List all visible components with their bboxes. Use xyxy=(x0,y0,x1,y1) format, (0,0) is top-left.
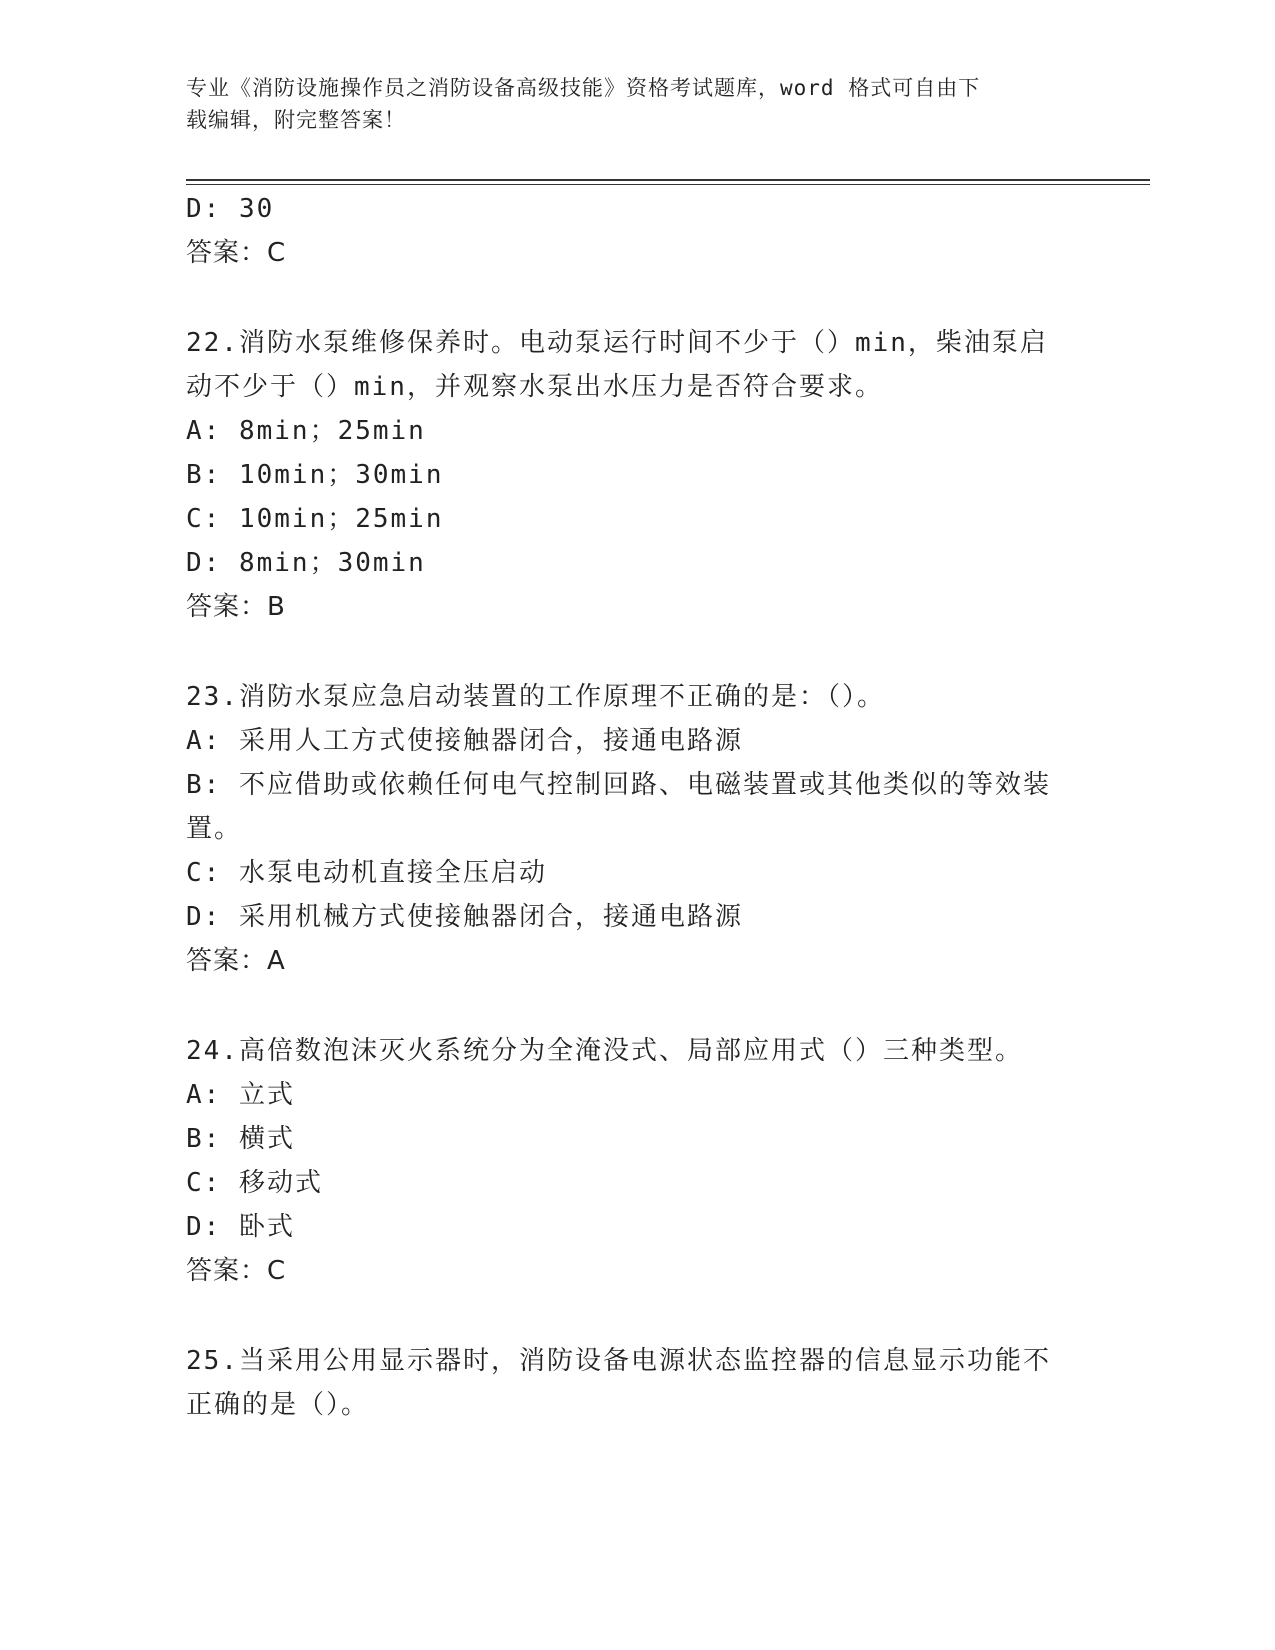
question-22-answer: 答案：B xyxy=(186,592,286,622)
question-25-stem-line-2: 正确的是（）。 xyxy=(186,1390,370,1420)
question-25-stem-line-1: 25.当采用公用显示器时，消防设备电源状态监控器的信息显示功能不 xyxy=(186,1346,1051,1376)
option-d: D: 30 xyxy=(186,194,275,224)
header-divider xyxy=(186,179,1150,181)
question-22-option-c: C: 10min；25min xyxy=(186,504,444,534)
page-header xyxy=(186,72,1086,136)
question-24-option-d: D: 卧式 xyxy=(186,1212,295,1242)
header-line-2: 载编辑，附完整答案！ xyxy=(186,108,406,132)
question-22-option-a: A: 8min；25min xyxy=(186,416,426,446)
question-24-option-a: A: 立式 xyxy=(186,1080,295,1110)
question-22-stem-line-2: 动不少于（）min，并观察水泵出水压力是否符合要求。 xyxy=(186,372,883,402)
header-divider-thin xyxy=(186,184,1150,185)
question-23-answer: 答案：A xyxy=(186,946,286,976)
question-23-option-d: D: 采用机械方式使接触器闭合，接通电路源 xyxy=(186,902,743,932)
question-24-stem: 24.高倍数泡沫灭火系统分为全淹没式、局部应用式（）三种类型。 xyxy=(186,1036,1023,1066)
question-23-option-b-cont: 置。 xyxy=(186,814,243,844)
question-22-stem-line-1: 22.消防水泵维修保养时。电动泵运行时间不少于（）min，柴油泵启 xyxy=(186,328,1048,358)
question-22-option-b: B: 10min；30min xyxy=(186,460,444,490)
answer-line: 答案：C xyxy=(186,238,287,268)
question-23-option-b: B: 不应借助或依赖任何电气控制回路、电磁装置或其他类似的等效装 xyxy=(186,770,1051,800)
question-24-option-c: C: 移动式 xyxy=(186,1168,323,1198)
question-23-option-a: A: 采用人工方式使接触器闭合，接通电路源 xyxy=(186,726,743,756)
question-24-answer: 答案：C xyxy=(186,1256,287,1286)
question-23-stem: 23.消防水泵应急启动装置的工作原理不正确的是：（）。 xyxy=(186,682,885,712)
header-line-1: 专业《消防设施操作员之消防设备高级技能》资格考试题库，word 格式可自由下 xyxy=(186,76,981,100)
question-22-option-d: D: 8min；30min xyxy=(186,548,426,578)
question-24-option-b: B: 横式 xyxy=(186,1124,295,1154)
question-23-option-c: C: 水泵电动机直接全压启动 xyxy=(186,858,547,888)
